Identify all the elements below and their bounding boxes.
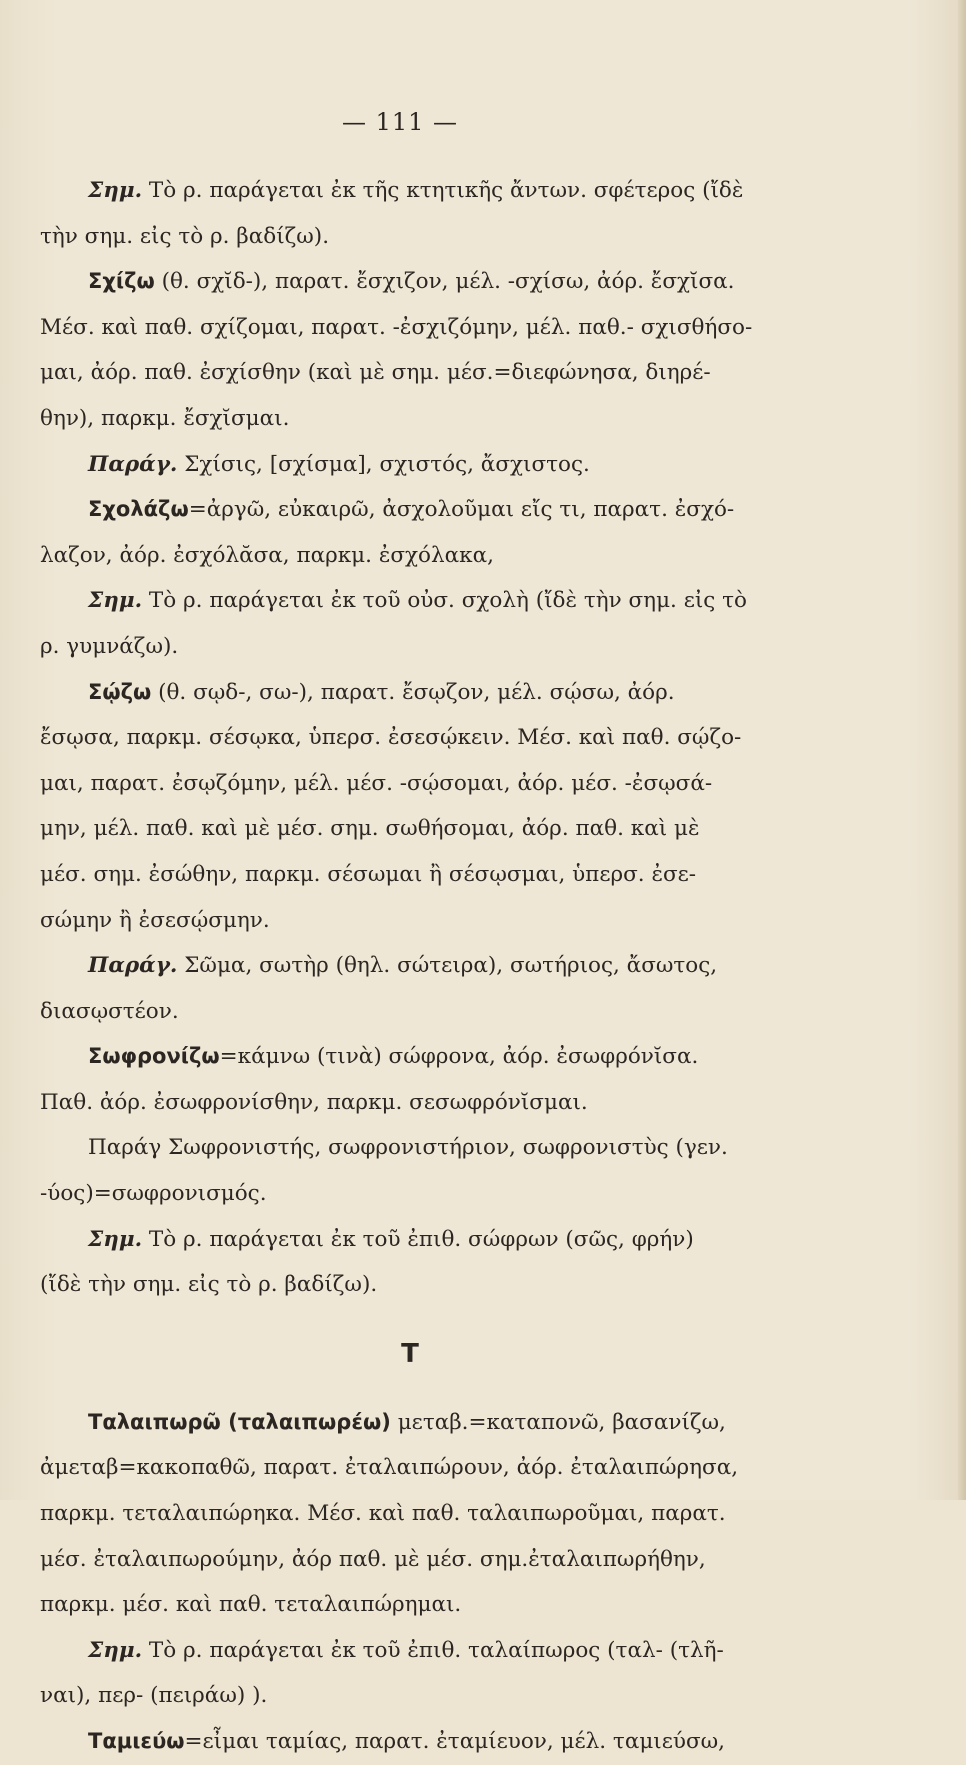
line-text: Τὸ ρ. παράγεται ἐκ τοῦ οὐσ. σχολὴ (ἴδὲ τὴν σημ. εἰς τὸ — [142, 588, 747, 614]
text-line — [40, 898, 780, 944]
text-line — [40, 1582, 780, 1628]
line-text: μην, μέλ. παθ. καὶ μὲ μέσ. σημ. σωθήσομαι, ἀόρ. παθ. καὶ μὲ — [40, 816, 700, 842]
text-line — [40, 1537, 780, 1583]
text-line — [40, 761, 780, 807]
line-text: μεταβ.=καταπονῶ, βασανίζω, — [390, 1409, 726, 1435]
line-text: τὴν σημ. εἰς τὸ ρ. βαδίζω). — [40, 223, 330, 249]
text-line — [40, 1673, 780, 1719]
text-line — [40, 624, 780, 670]
text-line — [40, 1217, 780, 1263]
line-text: μέσ. ἐταλαιπωρούμην, ἀόρ παθ. μὲ μέσ. σημ.ἐταλαιπωρήθην, — [40, 1546, 706, 1572]
line-text: =εἶμαι ταμίας, παρατ. ἐταμίευον, μέλ. ταμιεύσω, — [184, 1729, 725, 1754]
headword: Ταλαιπωρῶ (ταλαιπωρέω) — [88, 1409, 391, 1434]
text-line — [40, 1491, 780, 1537]
text-line — [40, 670, 780, 716]
line-text: μαι, παρατ. ἐσῳζόμην, μέλ. μέσ. -σῴσομαι, ἀόρ. μέσ. -ἐσῳσά- — [40, 770, 713, 796]
line-text: παρκμ. μέσ. καὶ παθ. τεταλαιπώρημαι. — [40, 1592, 462, 1618]
text-line — [40, 1719, 780, 1765]
line-text: ναι), περ- (πειράω) ). — [40, 1683, 268, 1709]
line-text: ρ. γυμνάζω). — [40, 633, 179, 659]
line-text: =κάμνω (τινὰ) σώφρονα, ἀόρ. ἐσωφρόνῐσα. — [219, 1044, 699, 1070]
note-label: Παράγ. — [88, 451, 178, 477]
note-label: Παράγ. — [88, 953, 178, 979]
line-text: μέσ. σημ. ἐσώθην, παρκμ. σέσωμαι ἢ σέσῳσμαι, ὑπερσ. ἐσε- — [40, 861, 697, 887]
headword: Σχολάζω — [88, 497, 189, 522]
line-text: Μέσ. καὶ παθ. σχίζομαι, παρατ. -ἐσχιζόμην, μέλ. παθ.- σχισθήσο- — [40, 314, 753, 340]
text-line — [40, 1262, 780, 1308]
line-text: -ύος)=σωφρονισμός. — [40, 1181, 267, 1207]
headword: Σῴζω — [88, 679, 152, 704]
line-text: θην), παρκμ. ἔσχῐσμαι. — [40, 405, 290, 431]
text-line — [40, 1080, 780, 1126]
text-line — [40, 259, 780, 305]
text-line — [40, 396, 780, 442]
line-text: (θ. σχῐδ-), παρατ. ἔσχιζον, μέλ. -σχίσω, ἀόρ. ἔσχῐσα. — [154, 269, 735, 295]
note-label: Σημ. — [88, 1226, 143, 1252]
line-text: Τὸ ρ. παράγεται ἐκ τῆς κτητικῆς ἄντων. σφέτερος (ἴδὲ — [142, 178, 744, 203]
text-line — [40, 487, 780, 533]
line-text: λαζον, ἀόρ. ἐσχόλᾰσα, παρκμ. ἐσχόλακα, — [40, 542, 494, 568]
line-text: (ἴδὲ τὴν σημ. εἰς τὸ ρ. βαδίζω). — [40, 1272, 378, 1298]
line-text: Σχίσις, [σχίσμα], σχιστός, ἄσχιστος. — [177, 451, 590, 477]
note-label: Σημ. — [88, 588, 143, 614]
line-text: ἔσῳσα, παρκμ. σέσῳκα, ὑπερσ. ἐσεσῴκειν. Μέσ. καὶ παθ. σῴζο- — [40, 725, 742, 751]
line-text: παρκμ. τεταλαιπώρηκα. Μέσ. καὶ παθ. ταλαιπωροῦμαι, παρατ. — [40, 1501, 726, 1527]
text-line — [40, 1125, 780, 1171]
section-letter: Τ — [401, 1338, 419, 1369]
text-line — [40, 305, 780, 351]
text-line — [40, 578, 780, 624]
headword: Σχίζω — [88, 269, 155, 294]
line-text: σώμην ἢ ἐσεσῴσμην. — [40, 907, 270, 933]
text-line — [40, 989, 780, 1035]
text-line — [40, 1171, 780, 1217]
text-line — [40, 1034, 780, 1080]
text-line — [40, 350, 780, 396]
headword: Σωφρονίζω — [88, 1044, 220, 1069]
text-line — [40, 1628, 780, 1674]
page-body — [40, 168, 780, 1765]
text-line — [40, 943, 780, 989]
text-line — [40, 214, 780, 260]
text-line — [40, 1400, 780, 1446]
line-text: Παθ. ἀόρ. ἐσωφρονίσθην, παρκμ. σεσωφρόνῐσμαι. — [40, 1089, 588, 1115]
note-label: Σημ. — [88, 178, 143, 203]
page-number: — 111 — — [341, 108, 459, 136]
line-text: Παράγ Σωφρονιστής, σωφρονιστήριον, σωφρονιστὺς (γεν. — [88, 1135, 728, 1161]
line-text: (θ. σῳδ-, σω-), παρατ. ἔσῳζον, μέλ. σῴσω, ἀόρ. — [151, 679, 675, 705]
text-line — [40, 806, 780, 852]
headword: Ταμιεύω — [88, 1729, 185, 1753]
line-text: μαι, ἀόρ. παθ. ἐσχίσθην (καὶ μὲ σημ. μέσ.=διεφώνησα, διηρέ- — [40, 360, 711, 386]
page-edge — [958, 0, 966, 1500]
line-text: =ἀργῶ, εὐκαιρῶ, ἀσχολοῦμαι εἴς τι, παρατ. ἐσχό- — [188, 497, 735, 523]
text-line — [40, 715, 780, 761]
text-line — [40, 168, 780, 214]
line-text: Σῶμα, σωτὴρ (θηλ. σώτειρα), σωτήριος, ἄσωτος, — [177, 953, 718, 979]
text-line — [40, 852, 780, 898]
text-line — [40, 442, 780, 488]
line-text: Τὸ ρ. παράγεται ἐκ τοῦ ἐπιθ. σώφρων (σῶς, φρήν) — [142, 1226, 694, 1252]
text-line — [40, 533, 780, 579]
line-text: διασῳστέον. — [40, 998, 179, 1024]
line-text: Τὸ ρ. παράγεται ἐκ τοῦ ἐπιθ. ταλαίπωρος (ταλ- (τλῆ- — [142, 1637, 724, 1663]
line-text: ἀμεταβ=κακοπαθῶ, παρατ. ἐταλαιπώρουν, ἀόρ. ἐταλαιπώρησα, — [40, 1455, 739, 1481]
text-line — [40, 1445, 780, 1491]
note-label: Σημ. — [88, 1637, 143, 1663]
